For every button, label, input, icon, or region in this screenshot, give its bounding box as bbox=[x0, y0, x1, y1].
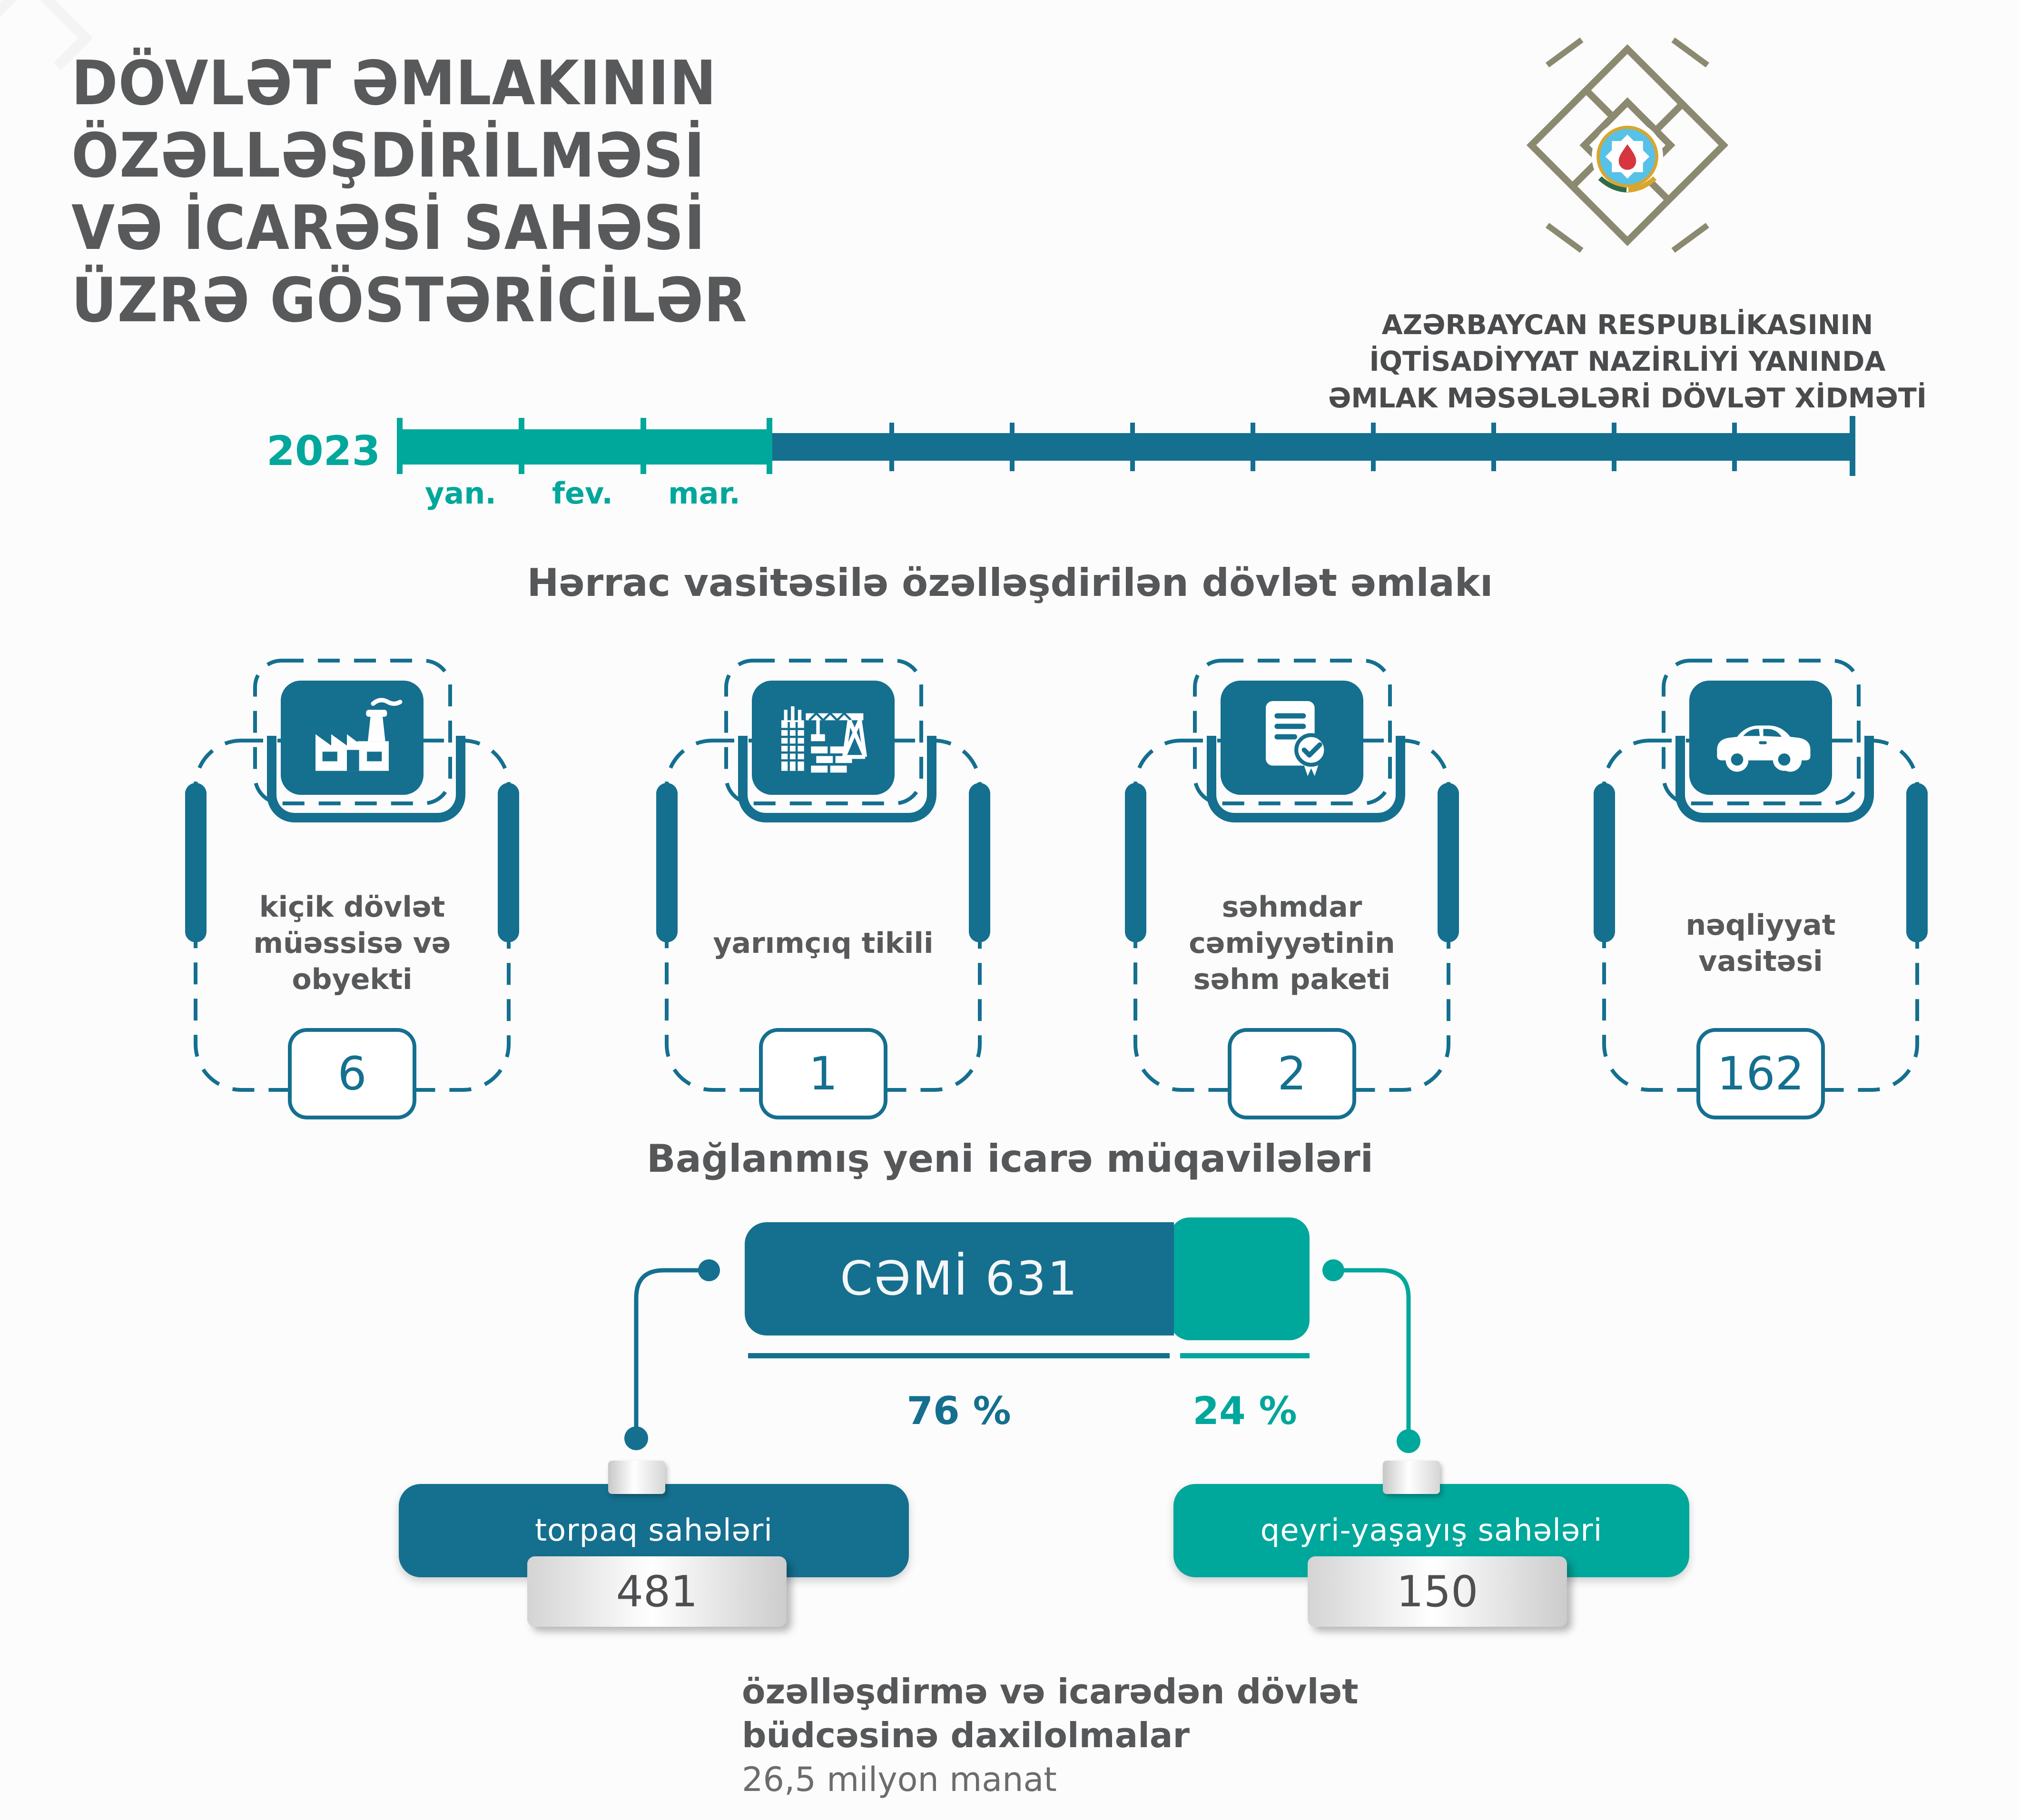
nonresidential-areas-box: qeyri-yaşayış sahələri bbox=[1173, 1484, 1689, 1577]
card-side-bar bbox=[656, 783, 678, 942]
card-side-bar bbox=[969, 783, 990, 942]
lease-rule-land bbox=[748, 1353, 1170, 1358]
azerbaijan-emblem bbox=[1592, 121, 1663, 192]
page-title-line: ÜZRƏ GÖSTƏRİCİLƏR bbox=[71, 265, 748, 336]
nonresidential-areas-value: 150 bbox=[1308, 1556, 1567, 1627]
card-side-bar bbox=[1594, 783, 1615, 942]
card-icon-box bbox=[752, 681, 895, 795]
auction-card-unfinished-building bbox=[657, 653, 990, 1129]
card-label: səhmdar cəmiyyətinin səhm paketi bbox=[1189, 890, 1395, 997]
card-icon-box bbox=[1221, 681, 1363, 795]
factory-icon bbox=[300, 696, 404, 780]
ministry-logo bbox=[1508, 26, 1746, 286]
construction-icon bbox=[771, 696, 876, 780]
card-icon-box bbox=[281, 681, 424, 795]
timeline-bar-remaining bbox=[772, 433, 1855, 461]
budget-revenue-caption: özəlləşdirmə və icarədən dövlət bbox=[742, 1672, 1359, 1711]
card-value-badge: 6 bbox=[288, 1028, 416, 1119]
lease-total-label: CƏMİ 631 bbox=[840, 1252, 1079, 1306]
organization-name bbox=[1256, 307, 1999, 417]
certificate-icon bbox=[1240, 696, 1344, 780]
lease-bar-segment-nonresidential bbox=[1170, 1217, 1310, 1340]
card-icon-box bbox=[1689, 681, 1832, 795]
land-areas-value: 481 bbox=[527, 1556, 787, 1627]
timeline-tick bbox=[519, 418, 524, 474]
timeline-month: mar. bbox=[668, 476, 740, 511]
page-title-line: ÖZƏLLƏŞDİRİLMƏSİ bbox=[71, 120, 705, 191]
timeline-month: fev. bbox=[552, 476, 613, 511]
lease-rule-nonresidential bbox=[1180, 1353, 1310, 1358]
card-value-badge: 2 bbox=[1228, 1028, 1356, 1119]
connector-tab bbox=[1383, 1461, 1440, 1494]
timeline-year: 2023 bbox=[266, 427, 381, 475]
card-label: nəqliyyat vasitəsi bbox=[1685, 908, 1836, 978]
timeline-bar-elapsed bbox=[400, 429, 772, 465]
budget-revenue-caption: büdcəsinə daxilolmalar bbox=[742, 1715, 1190, 1755]
auction-section-heading: Hərrac vasitəsilə özəlləşdirilən dövlət əmlakı bbox=[527, 561, 1493, 605]
card-side-bar bbox=[1906, 783, 1928, 942]
timeline-tick bbox=[1612, 423, 1616, 471]
timeline-tick bbox=[1732, 423, 1737, 471]
auction-card-share-package bbox=[1125, 653, 1458, 1129]
card-side-bar bbox=[498, 783, 519, 942]
timeline-tick bbox=[1130, 423, 1135, 471]
timeline-tick bbox=[1010, 423, 1015, 471]
lease-pct-land: 76 % bbox=[907, 1389, 1011, 1433]
org-line: AZƏRBAYCAN RESPUBLİKASININ bbox=[1381, 309, 1873, 341]
card-value-badge: 162 bbox=[1696, 1028, 1825, 1119]
auction-card-vehicle bbox=[1594, 653, 1927, 1129]
page-title-line: DÖVLƏT ƏMLAKININ bbox=[71, 48, 717, 119]
auction-card-small-enterprise bbox=[186, 653, 519, 1129]
budget-revenue-amount: 26,5 milyon manat bbox=[742, 1760, 1057, 1799]
timeline-tick bbox=[397, 418, 403, 474]
lease-pct-nonresidential: 24 % bbox=[1192, 1389, 1297, 1433]
org-line: ƏMLAK MƏSƏLƏLƏRİ DÖVLƏT XİDMƏTİ bbox=[1328, 383, 1927, 414]
lease-section-heading: Bağlanmış yeni icarə müqavilələri bbox=[646, 1137, 1374, 1181]
land-areas-box: torpaq sahələri bbox=[399, 1484, 909, 1577]
timeline-tick bbox=[889, 423, 894, 471]
car-icon bbox=[1708, 696, 1813, 780]
card-side-bar bbox=[1438, 783, 1459, 942]
card-label: yarımçıq tikili bbox=[713, 926, 934, 960]
card-label: kiçik dövlət müəssisə və obyekti bbox=[253, 890, 451, 997]
lease-bar-segment-land bbox=[745, 1222, 1174, 1335]
timeline-tick bbox=[1850, 416, 1855, 476]
card-side-bar bbox=[1125, 783, 1146, 942]
page-title-line: VƏ İCARƏSİ SAHƏSİ bbox=[71, 193, 706, 264]
timeline-month: yan. bbox=[425, 476, 496, 511]
timeline-tick bbox=[1371, 423, 1376, 471]
timeline-tick bbox=[1251, 423, 1255, 471]
org-line: İQTİSADİYYAT NAZİRLİYİ YANINDA bbox=[1369, 346, 1886, 377]
page-title bbox=[71, 48, 748, 337]
timeline-tick bbox=[767, 418, 772, 474]
card-value-badge: 1 bbox=[759, 1028, 887, 1119]
connector-tab bbox=[608, 1461, 665, 1494]
timeline-tick bbox=[1491, 423, 1496, 471]
timeline-tick bbox=[640, 418, 646, 474]
card-side-bar bbox=[185, 783, 207, 942]
